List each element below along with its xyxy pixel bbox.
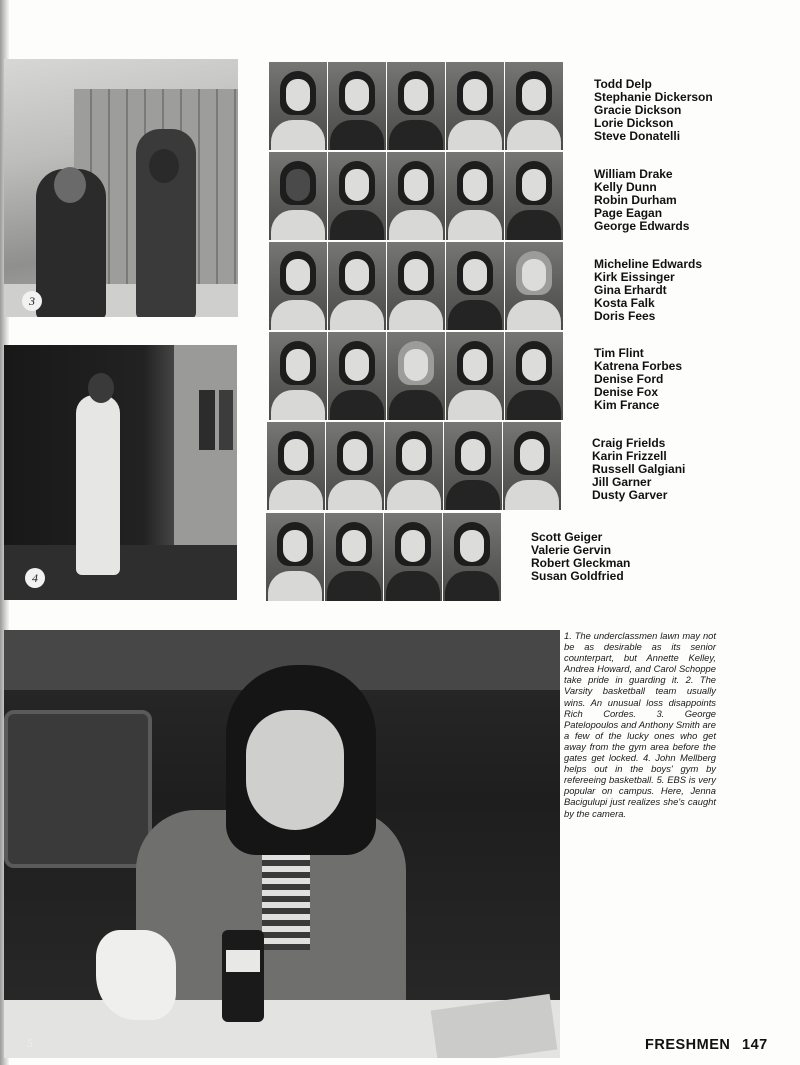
student-portrait [505,332,563,420]
portrait-shoulders [507,390,561,420]
student-portrait [328,62,386,150]
portrait-face [522,259,546,291]
portrait-face [284,439,308,471]
portrait-face [463,349,487,381]
photo-number-badge: 3 [22,291,42,311]
portrait-shoulders [330,210,384,240]
student-name: Lorie Dickson [594,115,674,130]
portrait-shoulders [271,300,325,330]
portrait-face [283,530,307,562]
student-name: Denise Ford [594,371,664,386]
portrait-shoulders [507,300,561,330]
portrait-shoulders [328,480,382,510]
soda-can [222,930,264,1022]
student-portrait [446,62,504,150]
portrait-shoulders [330,390,384,420]
portrait-shoulders [330,300,384,330]
photo-3 [4,59,238,317]
student-portrait [387,62,445,150]
student-portrait [267,422,325,510]
student-name: Tim Flint [594,346,644,360]
portrait-face [463,259,487,291]
student-name: Craig Frields [592,436,666,450]
portrait-face [404,349,428,381]
student-portrait [444,422,502,510]
photo-5 [4,630,560,1058]
portrait-face [404,79,428,111]
student-portrait [505,242,563,330]
portrait-shoulders [448,120,502,150]
student-name: Robert Gleckman [531,555,631,570]
student-portrait [446,152,504,240]
page-number: 147 [742,1037,768,1053]
portrait-face [286,169,310,201]
portrait-face [460,530,484,562]
portrait-face [286,79,310,111]
portrait-shoulders [268,571,322,601]
student-name: Todd Delp [594,77,652,91]
student-name: Karin Frizzell [592,448,667,463]
student-name: Page Eagan [594,205,663,220]
portrait-face [401,530,425,562]
student-name: Scott Geiger [531,530,603,544]
portrait-shoulders [389,120,443,150]
portrait-shoulders [507,210,561,240]
student-portrait [266,513,324,601]
portrait-face [286,259,310,291]
student-name: Dusty Garver [592,487,668,502]
portrait-shoulders [271,210,325,240]
student-portrait [387,152,445,240]
portrait-shoulders [448,390,502,420]
student-name: Katrena Forbes [594,358,683,373]
referee-head [88,373,114,403]
portrait-face [345,259,369,291]
student-name: Kirk Eissinger [594,269,675,284]
portrait-face [345,79,369,111]
student-name: Susan Goldfried [531,568,624,583]
name-list [594,168,689,233]
portrait-shoulders [327,571,381,601]
student-name: Robin Durham [594,192,677,207]
student-portrait [505,152,563,240]
portrait-shoulders [386,571,440,601]
student-head [54,167,86,203]
portrait-shoulders [505,480,559,510]
portrait-shoulders [330,120,384,150]
student-portrait [385,422,443,510]
portrait-shoulders [389,300,443,330]
portrait-face [522,169,546,201]
portrait-face [522,349,546,381]
name-list [592,437,685,502]
photo-number-badge: 5 [27,1036,33,1050]
section-title: FRESHMEN [645,1037,731,1053]
student-portrait [328,152,386,240]
portrait-face [404,259,428,291]
student-name: Stephanie Dickerson [594,89,713,104]
student-portrait [443,513,501,601]
student-name: Russell Galgiani [592,461,686,476]
student-name: Denise Fox [594,384,659,399]
food-wrapper [96,930,176,1020]
student-name: Gina Erhardt [594,282,667,297]
student-portrait [505,62,563,150]
student-name: George Edwards [594,218,690,233]
portrait-face [463,79,487,111]
referee-figure [76,395,120,575]
student-portrait [387,332,445,420]
portrait-face [404,169,428,201]
portrait-face [342,530,366,562]
student-face [246,710,344,830]
wall-window [219,390,233,450]
portrait-shoulders [445,571,499,601]
portrait-face [343,439,367,471]
photo-caption: 1. The underclassmen lawn may not be as desirable as its senior counterpart, but Annette Kelley, Andrea Howard, and Carol Schoppe take pride in guarding it. 2. The Varsity basketball team usually wins. An unusual loss disappoints Rich Cordes. 3. George Patelopoulos and Anthony Smith are a few of the lucky ones who get away from the gym area before the gates get locked. 4. John Mellberg helps out in the boys' gym by refereeing basketball. 5. EBS is very popular on campus. Here, Jenna Bacigulupi just realizes she's caught by the camera. [564,630,716,819]
student-portrait [269,152,327,240]
student-name: William Drake [594,167,673,181]
name-list [594,258,702,323]
student-head [149,149,179,183]
photo-number-badge: 4 [25,568,45,588]
portrait-shoulders [271,120,325,150]
portrait-shoulders [448,300,502,330]
student-name: Valerie Gervin [531,542,612,557]
portrait-face [345,349,369,381]
student-portrait [387,242,445,330]
student-portrait [326,422,384,510]
portrait-shoulders [448,210,502,240]
student-name: Doris Fees [594,308,656,323]
student-portrait [325,513,383,601]
student-portrait [503,422,561,510]
portrait-shoulders [389,210,443,240]
student-name: Micheline Edwards [594,257,703,271]
name-list [531,531,630,583]
portrait-shoulders [446,480,500,510]
name-list [594,347,682,412]
student-portrait [269,242,327,330]
portrait-face [461,439,485,471]
portrait-shoulders [271,390,325,420]
photo-4 [4,345,237,600]
portrait-face [520,439,544,471]
portrait-face [402,439,426,471]
portrait-face [463,169,487,201]
student-portrait [328,242,386,330]
student-name: Jill Garner [592,474,652,489]
student-name: Kim France [594,397,660,412]
student-portrait [384,513,442,601]
student-portrait [328,332,386,420]
portrait-shoulders [269,480,323,510]
student-name: Steve Donatelli [594,128,681,143]
student-name: Kelly Dunn [594,179,657,194]
portrait-shoulders [387,480,441,510]
chair [4,710,152,868]
student-portrait [446,332,504,420]
student-name: Kosta Falk [594,295,655,310]
student-name: Gracie Dickson [594,102,682,117]
portrait-face [286,349,310,381]
portrait-shoulders [389,390,443,420]
student-portrait [269,332,327,420]
portrait-face [345,169,369,201]
portrait-face [522,79,546,111]
student-portrait [446,242,504,330]
wall-window [199,390,215,450]
student-portrait [269,62,327,150]
name-list [594,78,713,143]
portrait-shoulders [507,120,561,150]
